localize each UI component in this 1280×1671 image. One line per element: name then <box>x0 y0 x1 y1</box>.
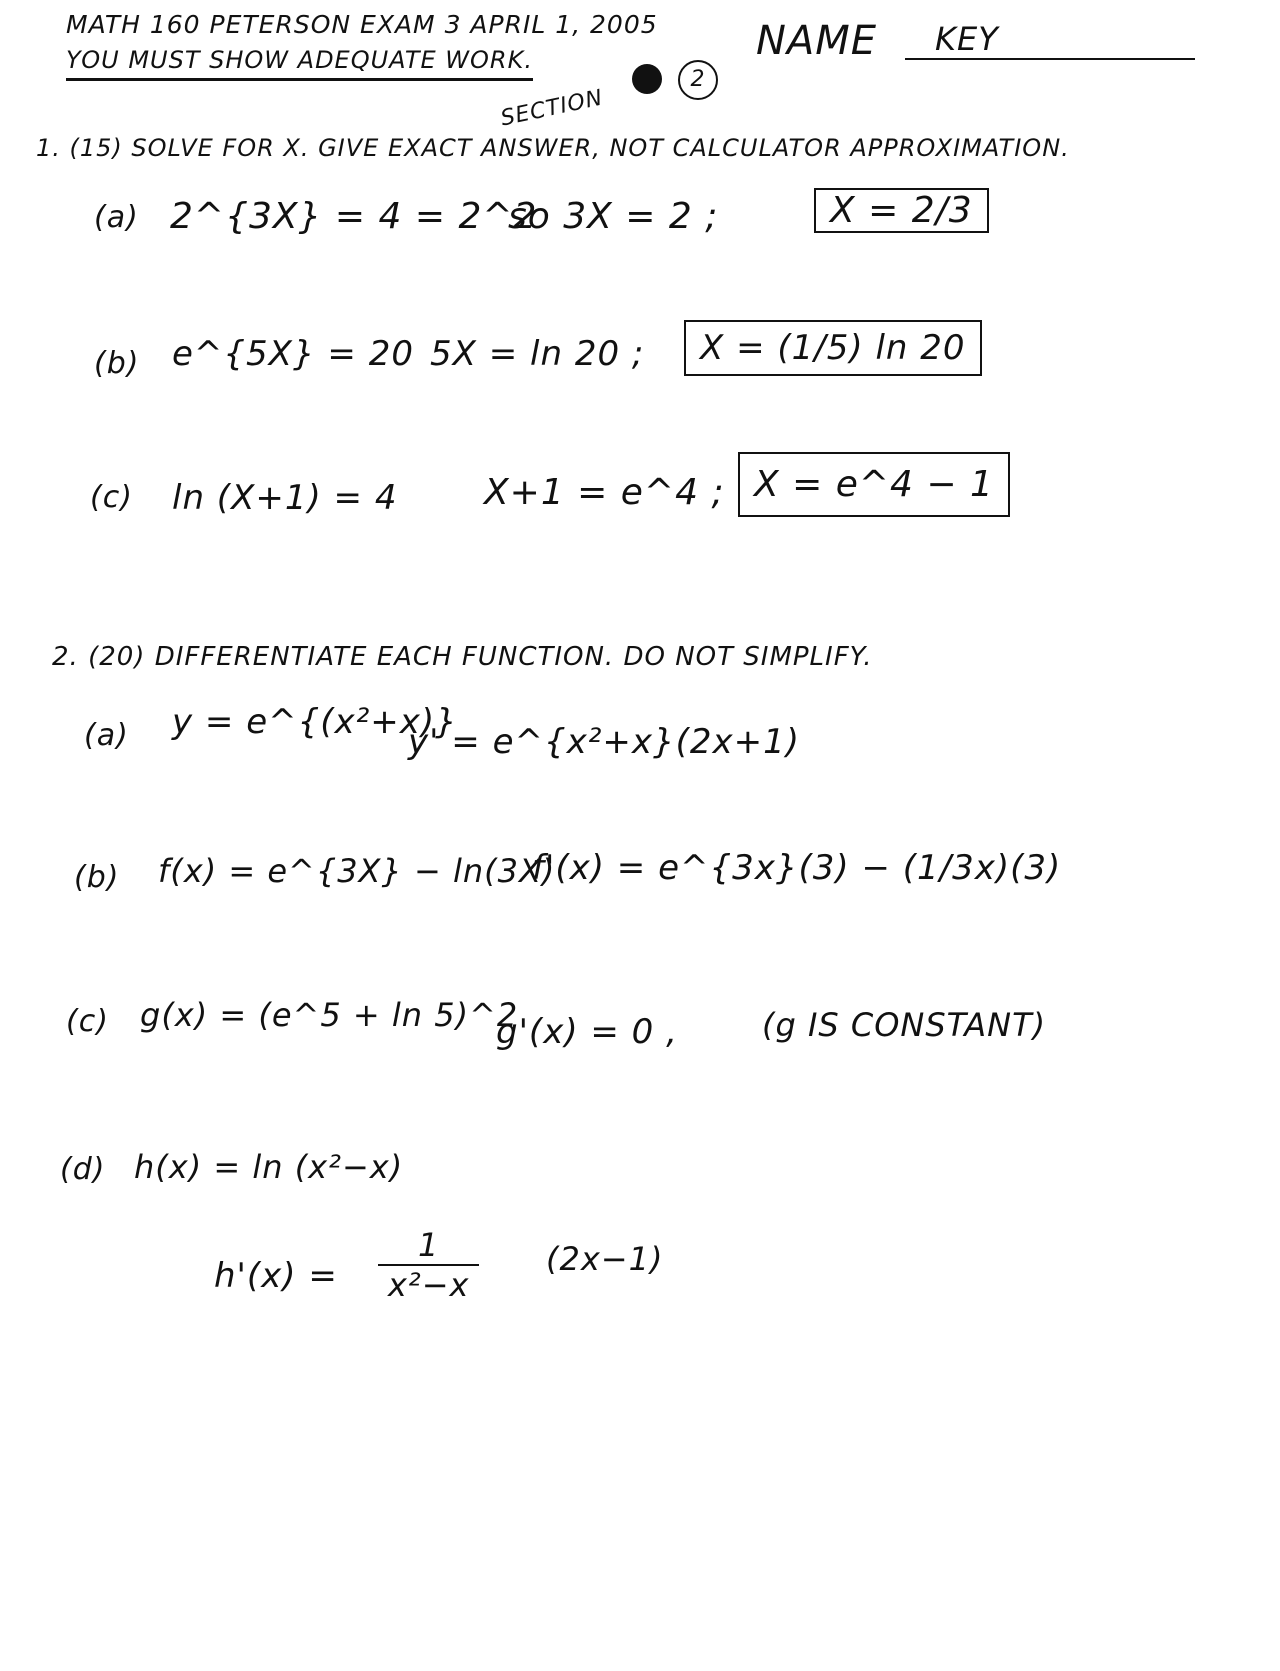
q2b-answer: f'(x) = e^{3x}(3) − (1/3x)(3) <box>532 848 1062 888</box>
q2a-label: (a) <box>84 718 129 753</box>
q1c-answer: X = e^4 − 1 <box>738 452 1010 517</box>
q1-heading: 1. (15) SOLVE FOR X. GIVE EXACT ANSWER, NOT CALCULATOR APPROXIMATION. <box>36 134 1070 162</box>
q2d-problem: h(x) = ln (x²−x) <box>134 1148 404 1186</box>
section-number-circle: 2 <box>678 60 718 100</box>
q2a-problem: y = e^{(x²+x)} <box>172 702 458 742</box>
section-label: SECTION <box>498 85 606 132</box>
q2d-answer-numerator: 1 <box>378 1226 479 1266</box>
q2b-label: (b) <box>74 860 120 895</box>
q1b-work: 5X = ln 20 ; <box>430 334 645 374</box>
name-label: NAME <box>756 18 878 64</box>
q2c-label: (c) <box>66 1004 109 1039</box>
q2c-problem: g(x) = (e^5 + ln 5)^2 <box>140 996 519 1034</box>
q2d-label: (d) <box>60 1152 106 1187</box>
q2c-note: (g IS CONSTANT) <box>762 1006 1047 1044</box>
q2d-answer-lhs: h'(x) = <box>214 1256 338 1296</box>
q2d-answer-fraction <box>378 1226 479 1304</box>
q1a-problem: 2^{3X} = 4 = 2^2 <box>170 196 538 237</box>
q2a-answer: y' = e^{x²+x}(2x+1) <box>408 722 801 762</box>
q1a-label: (a) <box>94 200 139 235</box>
exam-title: MATH 160 PETERSON EXAM 3 APRIL 1, 2005 <box>66 10 658 39</box>
q2d-answer-denominator: x²−x <box>387 1266 470 1304</box>
name-line <box>905 58 1195 60</box>
q2b-problem: f(x) = e^{3X} − ln(3X) <box>158 852 556 890</box>
q2-heading: 2. (20) DIFFERENTIATE EACH FUNCTION. DO NOT SIMPLIFY. <box>52 642 873 672</box>
q1c-work: X+1 = e^4 ; <box>484 472 725 513</box>
q1a-work: so 3X = 2 ; <box>508 196 719 237</box>
q1a-answer: X = 2/3 <box>814 188 989 233</box>
q1b-label: (b) <box>94 346 140 381</box>
q1b-answer: X = (1/5) ln 20 <box>684 320 982 376</box>
name-value: KEY <box>935 20 999 58</box>
q1c-problem: ln (X+1) = 4 <box>172 478 398 518</box>
q1b-problem: e^{5X} = 20 <box>172 334 414 374</box>
section-filled-circle <box>632 64 662 94</box>
q1c-label: (c) <box>90 480 133 515</box>
work-instruction: YOU MUST SHOW ADEQUATE WORK. <box>66 46 533 81</box>
q2d-answer-tail: (2x−1) <box>546 1240 664 1278</box>
q2c-answer: g'(x) = 0 , <box>496 1012 678 1052</box>
